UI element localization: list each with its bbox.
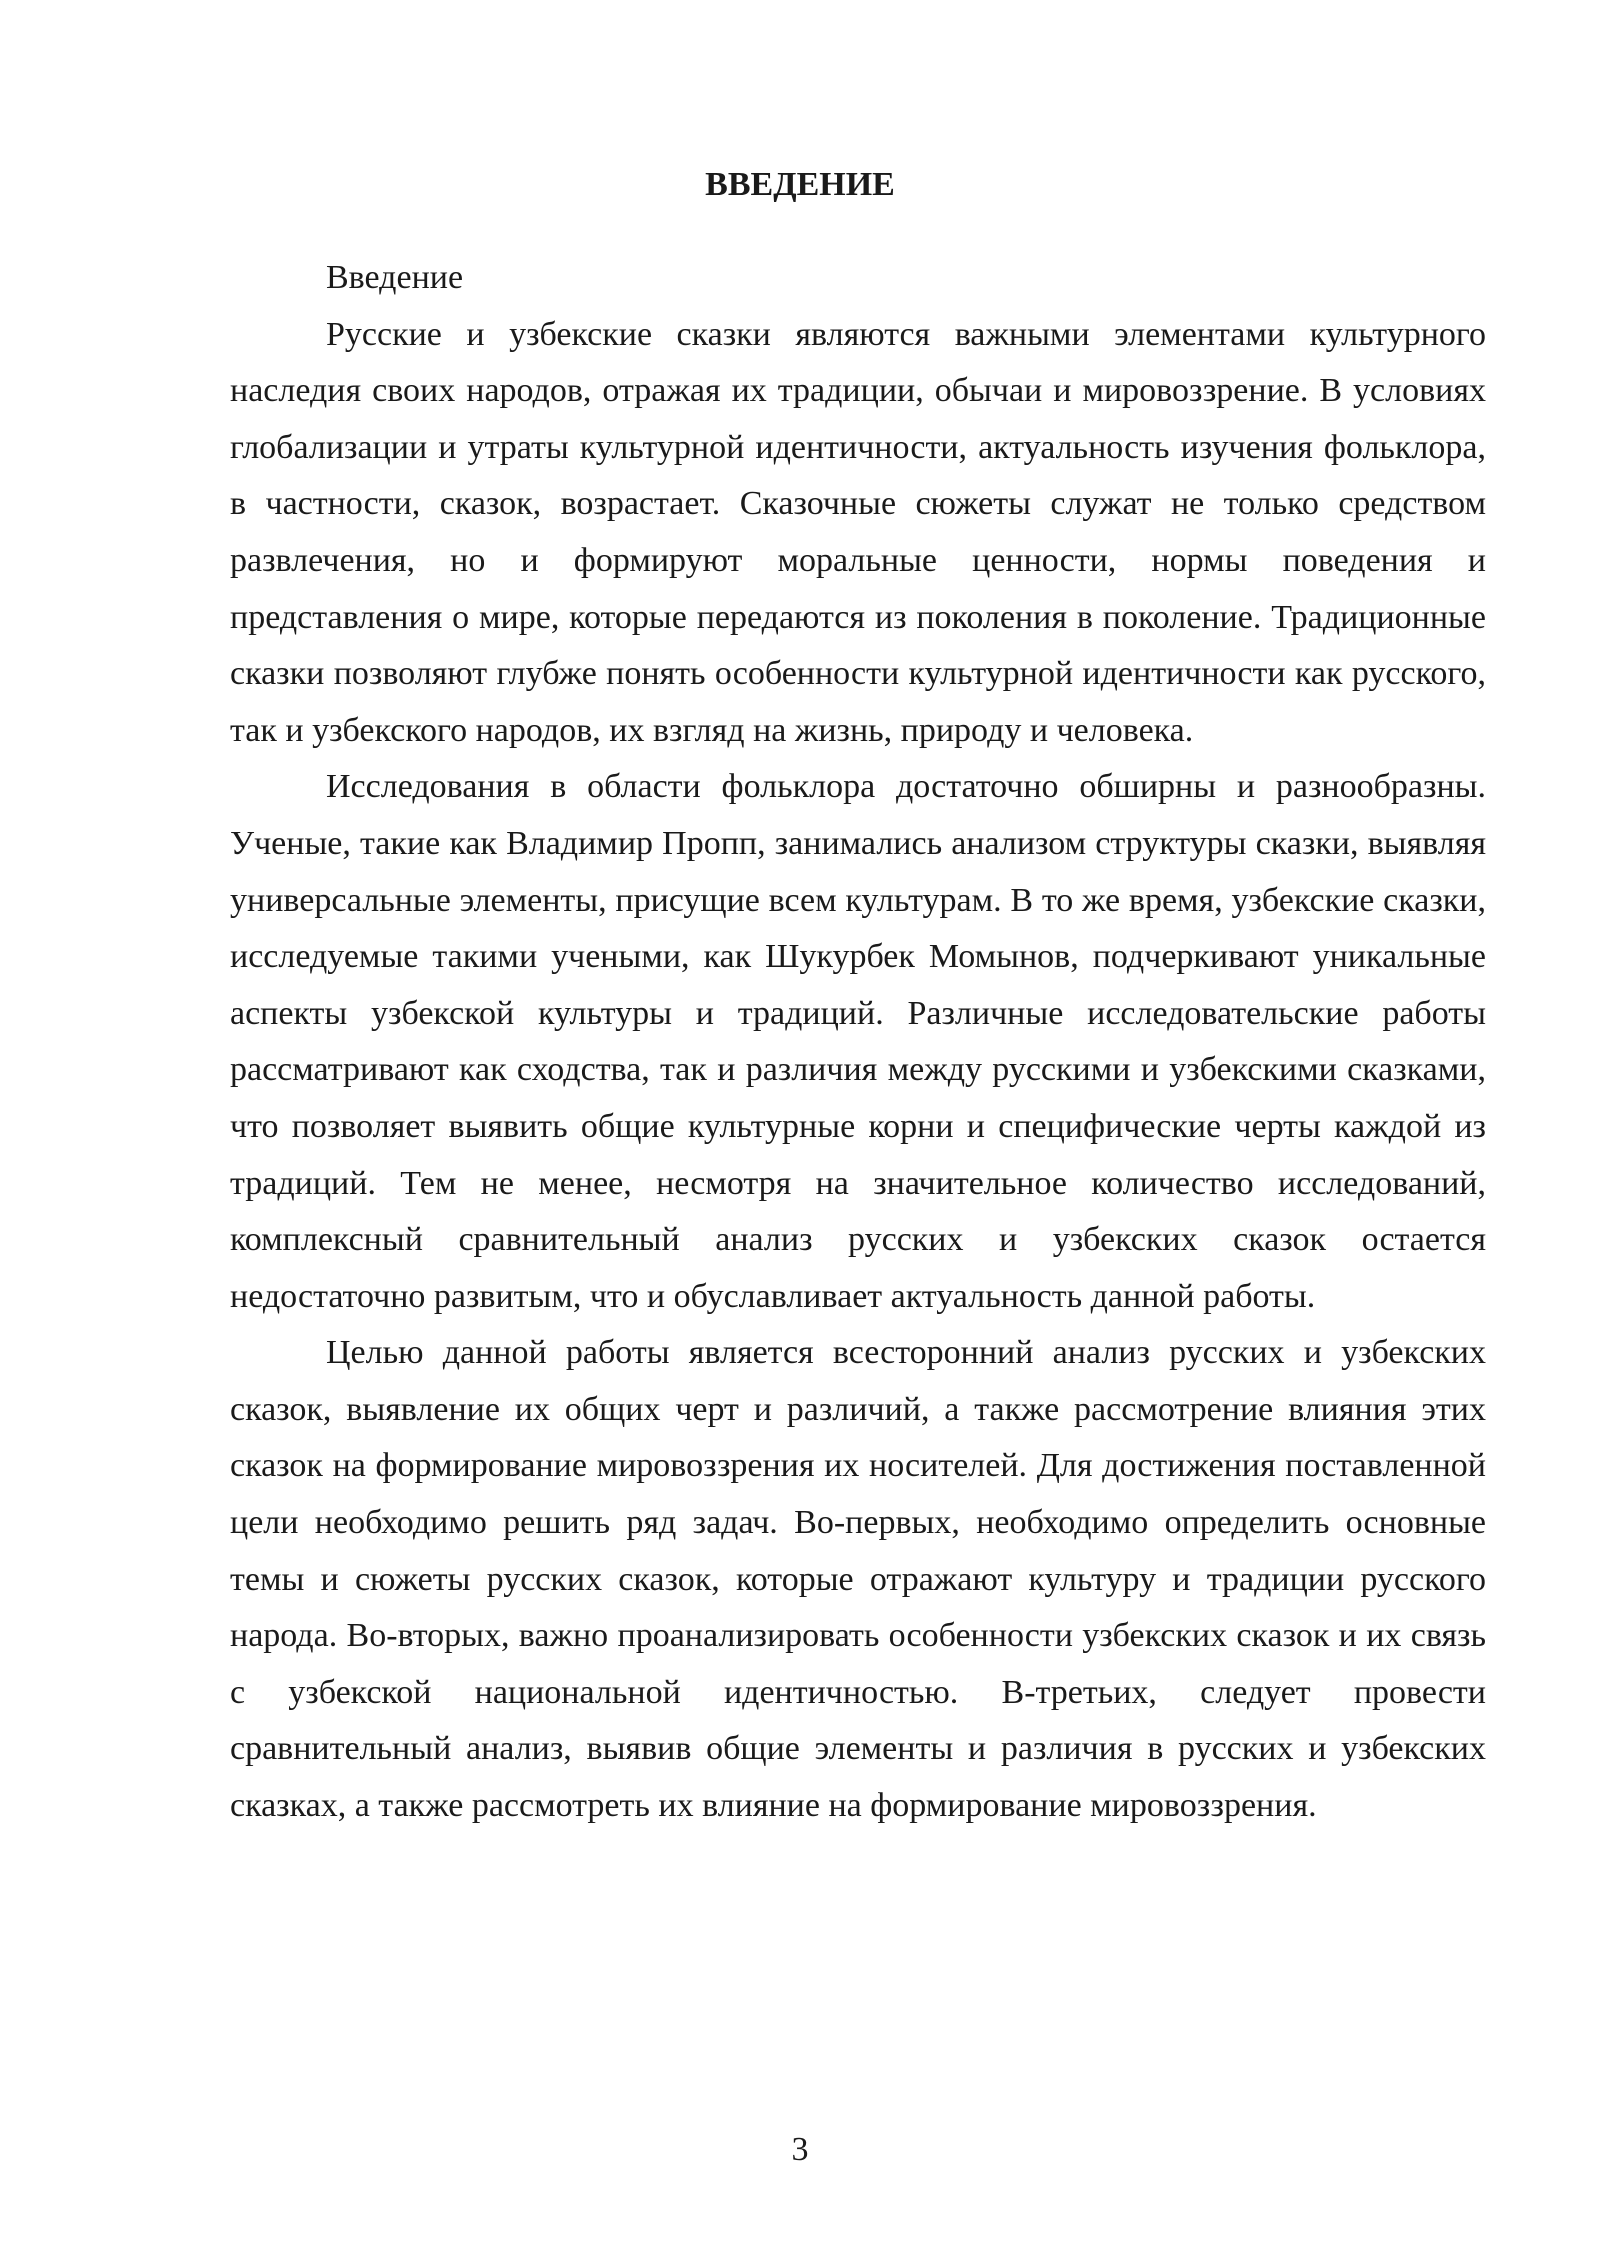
paragraph: Русские и узбекские сказки являются важными элементами культурного наследия своих народов, отражая их традиции, обычаи и мировоззрение. В условиях глобализации и утраты культурной идентичности, актуальность изучения фольклора, в частности, сказок, возрастает. Сказочные сюжеты служат не только средством развлечения, но и формируют моральные ценности, нормы поведения и представления о мире, которые передаются из поколения в поколение. Традиционные сказки позволяют глубже понять особенности культурной идентичности как русского, так и узбекского народов, их взгляд на жизнь, природу и человека.: [230, 315, 1486, 749]
section-heading: ВВЕДЕНИЕ: [705, 166, 895, 203]
paragraph: Исследования в области фольклора достаточно обширны и разнообразны. Ученые, такие как Владимир Пропп, занимались анализом структуры сказки, выявляя универсальные элементы, присущие всем культурам. В то же время, узбекские сказки, исследуемые такими учеными, как Шукурбек Момынов, подчеркивают уникальные аспекты узбекской культуры и традиций. Различные исследовательские работы рассматривают как сходства, так и различия между русскими и узбекскими сказками, что позволяет выявить общие культурные корни и специфические черты каждой из традиций. Тем не менее, несмотря на значительное количество исследований, комплексный сравнительный анализ русских и узбекских сказок остается недостаточно развитым, что и обуславливает актуальность данной работы.: [230, 768, 1486, 1315]
paragraph: Целью данной работы является всесторонний анализ русских и узбекских сказок, выявление их общих черт и различий, а также рассмотрение влияния этих сказок на формирование мировоззрения их носителей. Для достижения поставленной цели необходимо решить ряд задач. Во-первых, необходимо определить основные темы и сюжеты русских сказок, которые отражают культуру и традиции русского народа. Во-вторых, важно проанализировать особенности узбекских сказок и их связь с узбекской национальной идентичностью. В-третьих, следует провести сравнительный анализ, выявив общие элементы и различия в русских и узбекских сказках, а также рассмотреть их влияние на формирование мировоззрения.: [230, 1334, 1486, 1825]
document-body: [230, 250, 1486, 1835]
page-number: 3: [791, 2131, 809, 2168]
paragraph-subheading: Введение: [326, 259, 464, 296]
